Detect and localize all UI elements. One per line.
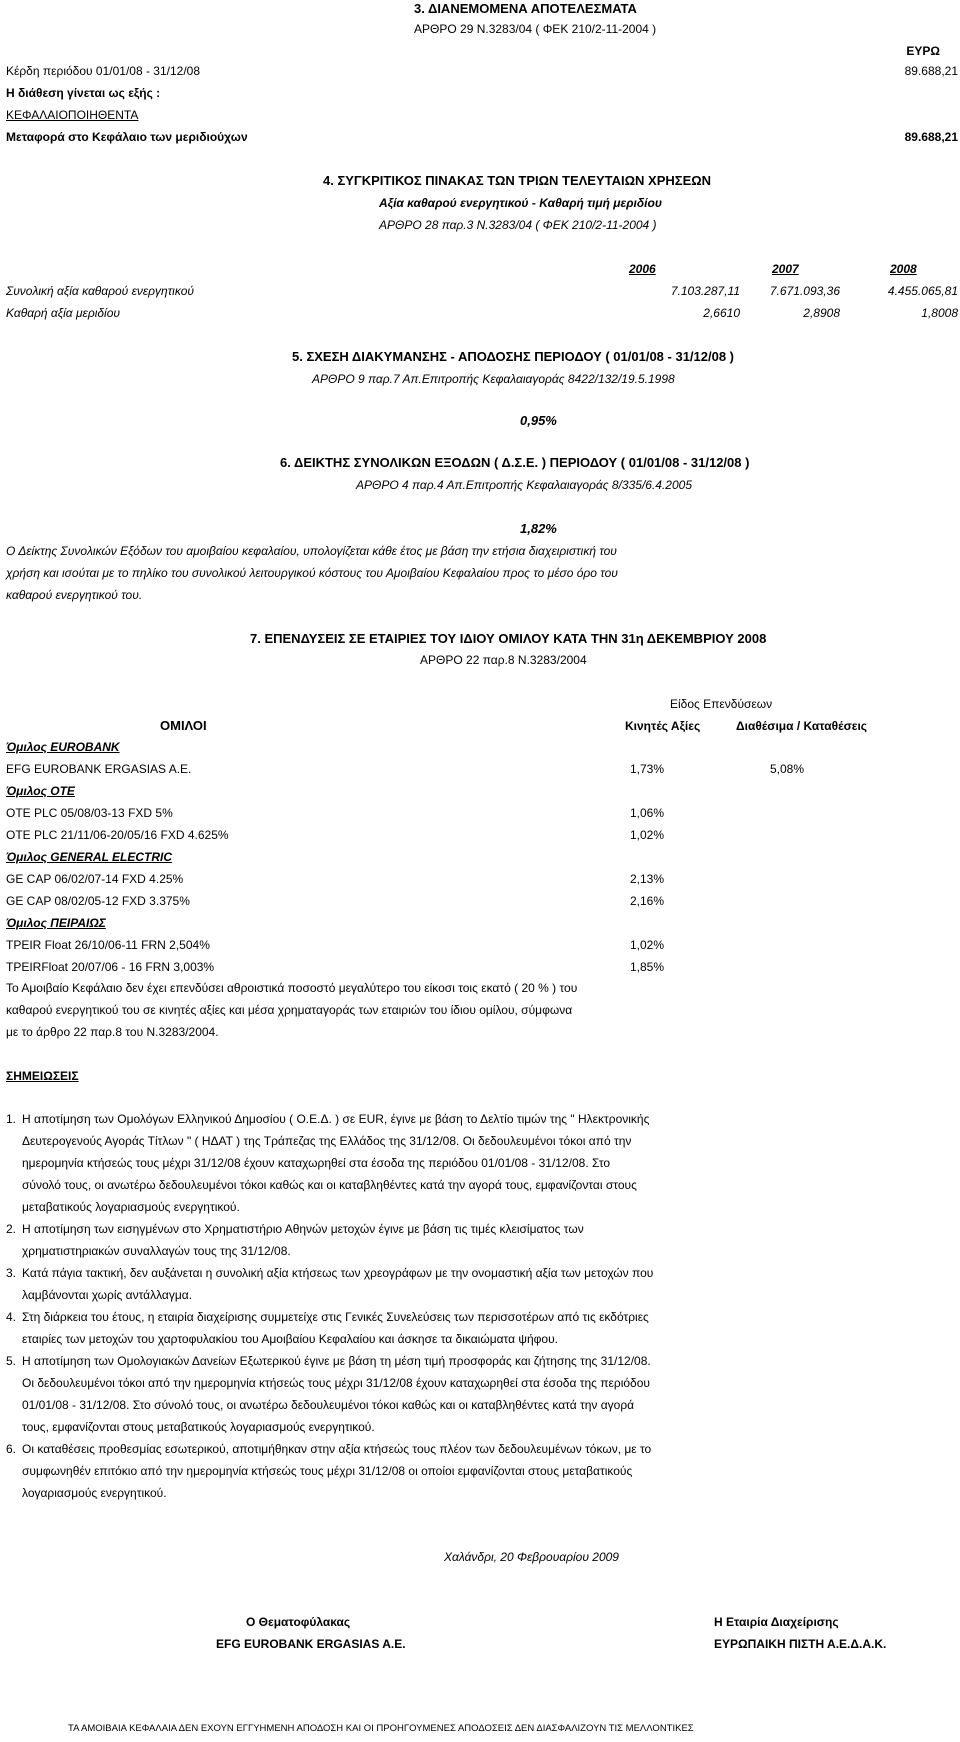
holding-securities-pct: 2,16% [630,894,665,908]
group-eurobank: Όμιλος EUROBANK [6,740,120,754]
note-line: Οι δεδουλευμένοι τόκοι από την ημερομηνία κτήσεώς τους μέχρι 31/12/08 έχουν καταχωρηθεί στα έσοδα της περιόδου [22,1376,650,1390]
holding-securities-pct: 1,02% [630,938,665,952]
group-ote: Όμιλος ΟΤΕ [6,784,75,798]
note-line: Οι καταθέσεις προθεσμίας εσωτερικού, αποτιμήθηκαν στην αξία κτήσεώς τους πλέον των δεδουλευμένων τόκων, με το [22,1442,652,1456]
unit-price-2006: 2,6610 [703,306,740,320]
note-line: τους, εμφανίζονται στους μεταβατικούς λογαριασμούς ενεργητικού. [22,1420,375,1434]
note-number: 1. [6,1112,17,1126]
year-2008: 2008 [890,262,917,276]
section6-desc-line3: καθαρού ενεργητικού του. [6,588,143,602]
section6-title: 6. ΔΕΙΚΤΗΣ ΣΥΝΟΛΙΚΩΝ ΕΞΟΔΩΝ ( Δ.Σ.Ε. ) ΠΕΡΙΟΔΟΥ ( 01/01/08 - 31/12/08 ) [280,455,750,470]
unit-price-2008: 1,8008 [921,306,958,320]
holding-label: GE CAP 08/02/05-12 FXD 3.375% [6,894,190,908]
nav-2007: 7.671.093,36 [769,284,840,298]
profit-value: 89.688,21 [904,64,958,78]
transfer-value: 89.688,21 [904,130,958,144]
note-line: Κατά πάγια τακτική, δεν αυξάνεται η συνολική αξία κτήσεως των χρεογράφων με την ονομαστική αξία των μετοχών που [22,1266,654,1280]
note-line: ημερομηνία κτήσεώς τους μέχρι 31/12/08 έχουν καταχωρηθεί στα έσοδα της περιόδου 01/01/08 - 31/12/08. Στο [22,1156,611,1170]
section7-footer-line3: με το άρθρο 22 παρ.8 του Ν.3283/2004. [6,1025,219,1039]
holding-securities-pct: 1,85% [630,960,665,974]
holding-securities-pct: 1,73% [630,762,665,776]
section5-law: ΑΡΘΡΟ 9 παρ.7 Απ.Επιτροπής Κεφαλαιαγοράς 8422/132/19.5.1998 [312,372,675,386]
holding-label: EFG EUROBANK ERGASIAS A.E. [6,762,192,776]
unit-price-2007: 2,8908 [803,306,840,320]
section6-value: 1,82% [520,521,557,536]
holding-securities-pct: 1,06% [630,806,665,820]
holding-label: TPEIRFloat 20/07/06 - 16 FRN 3,003% [6,960,215,974]
section3-title: 3. ΔΙΑΝΕΜΟΜΕΝΑ ΑΠΟΤΕΛΕΣΜΑΤΑ [414,1,637,16]
note-number: 3. [6,1266,17,1280]
section6-desc-line2: χρήση και ισούται με το πηλίκο του συνολικού λειτουργικού κόστους του Αμοιβαίου Κεφαλαίου προς το μέσο όρο του [6,566,618,580]
section3-law: ΑΡΘΡΟ 29 Ν.3283/04 ( ΦΕΚ 210/2-11-2004 ) [414,22,657,36]
note-number: 5. [6,1354,17,1368]
holding-label: OTE PLC 21/11/06-20/05/16 FXD 4.625% [6,828,229,842]
custodian-name: EFG EUROBANK ERGASIAS A.E. [216,1637,406,1651]
notes-title: ΣΗΜΕΙΩΣΕΙΣ [6,1069,79,1083]
note-line: Η αποτίμηση των εισηγμένων στο Χρηματιστήριο Αθηνών μετοχών έγινε με βάση τις τιμές κλεισίματος των [22,1222,584,1236]
holding-label: TPEIR Float 26/10/06-11 FRN 2,504% [6,938,210,952]
allocation-label: Η διάθεση γίνεται ως εξής : [6,86,161,100]
section6-law: ΑΡΘΡΟ 4 παρ.4 Απ.Επιτροπής Κεφαλαιαγοράς 8/335/6.4.2005 [356,478,692,492]
section5-title: 5. ΣΧΕΣΗ ΔΙΑΚΥΜΑΝΣΗΣ - ΑΠΟΔΟΣΗΣ ΠΕΡΙΟΔΟΥ ( 01/01/08 - 31/12/08 ) [292,349,735,364]
currency-header: ΕΥΡΩ [906,44,940,58]
manager-name: ΕΥΡΩΠΑΙΚΗ ΠΙΣΤΗ Α.Ε.Δ.Α.Κ. [714,1637,887,1651]
note-line: λογαριασμούς ενεργητικού. [22,1486,167,1500]
holding-label: GE CAP 06/02/07-14 FXD 4.25% [6,872,184,886]
holding-deposits-pct: 5,08% [770,762,805,776]
note-line: Η αποτίμηση των Ομολογιακών Δανείων Εξωτερικού έγινε με βάση τη μέση τιμή προσφοράς και ζήτησης της 31/12/08. [22,1354,651,1368]
group-general-electric: Όμιλος GENERAL ELECTRIC [6,850,173,864]
year-2006: 2006 [629,262,656,276]
deposits-header: Διαθέσιμα / Καταθέσεις [736,719,868,733]
section6-desc-line1: Ο Δείκτης Συνολικών Εξόδων του αμοιβαίου κεφαλαίου, υπολογίζεται κάθε έτος με βάση την ετήσια διαχειριστική του [6,544,617,558]
disclaimer: ΤΑ ΑΜΟΙΒΑΙΑ ΚΕΦΑΛΑΙΑ ΔΕΝ ΕΧΟΥΝ ΕΓΓΥΗΜΕΝΗ ΑΠΟΔΟΣΗ ΚΑΙ ΟΙ ΠΡΟΗΓΟΥΜΕΝΕΣ ΑΠΟΔΟΣΕΙΣ ΔΕΝ ΔΙΑΣΦΑΛΙΖΟΥΝ ΤΙΣ ΜΕΛΛΟΝΤΙΚΕΣ [68,1723,694,1734]
note-line: Δευτερογενούς Αγοράς Τίτλων " ( ΗΔΑΤ ) της Τράπεζας της Ελλάδος της 31/12/08. Οι δεδουλευμένοι τόκοι από την [22,1134,632,1148]
section7-footer-line2: καθαρού ενεργητικού του σε κινητές αξίες και μέσα χρηματαγοράς των εταιριών του ίδιου ομίλου, σύμφωνα [6,1003,573,1017]
section4-title: 4. ΣΥΓΚΡΙΤΙΚΟΣ ΠΙΝΑΚΑΣ ΤΩΝ ΤΡΙΩΝ ΤΕΛΕΥΤΑΙΩΝ ΧΡΗΣΕΩΝ [323,173,712,188]
note-line: 01/01/08 - 31/12/08. Στο σύνολό τους, οι ανωτέρω δεδουλευμένοι τόκοι καθώς και οι καταβληθέντες κατά την αγορά [22,1398,635,1412]
nav-2006: 7.103.287,11 [670,284,740,298]
note-line: Στη διάρκεια του έτους, η εταιρία διαχείρισης συμμετείχε στις Γενικές Συνελεύσεις των περισσοτέρων από τις εκδότριες [22,1310,649,1324]
section7-footer-line1: Το Αμοιβαίο Κεφάλαιο δεν έχει επενδύσει αθροιστικά ποσοστό μεγαλύτερο του είκοσι τοις εκατό ( 20 % ) του [6,981,578,995]
section4-law: ΑΡΘΡΟ 28 παρ.3 Ν.3283/04 ( ΦΕΚ 210/2-11-2004 ) [379,218,657,232]
nav-label: Συνολική αξία καθαρού ενεργητικού [6,284,194,298]
capitalized-label: ΚΕΦΑΛΑΙΟΠΟΙΗΘΕΝΤΑ [6,108,139,122]
holding-securities-pct: 1,02% [630,828,665,842]
note-line: χρηματιστηριακών συναλλαγών τους της 31/12/08. [22,1244,291,1258]
section7-law: ΑΡΘΡΟ 22 παρ.8 Ν.3283/2004 [420,653,587,667]
custodian-title: Ο Θεματοφύλακας [246,1615,351,1629]
unit-price-label: Καθαρή αξία μεριδίου [6,306,120,320]
year-2007: 2007 [772,262,799,276]
holding-label: OTE PLC 05/08/03-13 FXD 5% [6,806,173,820]
section4-subtitle: Αξία καθαρού ενεργητικού - Καθαρή τιμή μεριδίου [379,196,662,210]
note-line: εταιρίες των μετοχών του χαρτοφυλακίου του Αμοιβαίου Κεφαλαίου και άσκησε τα δικαιώματα ψήφου. [22,1332,558,1346]
note-number: 4. [6,1310,17,1324]
note-number: 6. [6,1442,17,1456]
note-line: λαμβάνονται χωρίς αντάλλαγμα. [22,1288,193,1302]
section5-value: 0,95% [520,413,557,428]
note-line: σύνολό τους, οι ανωτέρω δεδουλευμένοι τόκοι καθώς και οι καταβληθέντες κατά την αγορά τους, εμφανίζονται στους [22,1178,637,1192]
note-line: συμφωνηθέν επιτόκιο από την ημερομηνία κτήσεώς τους μέχρι 31/12/08 οι οποίοι εμφανίζονται στους μεταβατικούς [22,1464,633,1478]
investment-type-header: Είδος Επενδύσεων [670,697,773,711]
place-date: Χαλάνδρι, 20 Φεβρουαρίου 2009 [444,1550,619,1564]
groups-header: ΟΜΙΛΟΙ [160,718,207,733]
holding-securities-pct: 2,13% [630,872,665,886]
note-line: Η αποτίμηση των Ομολόγων Ελληνικού Δημοσίου ( Ο.Ε.Δ. ) σε EUR, έγινε με βάση το Δελτίο τιμών της " Ηλεκτρονικής [22,1112,650,1126]
manager-title: Η Εταιρία Διαχείρισης [714,1615,839,1629]
profit-label: Κέρδη περιόδου 01/01/08 - 31/12/08 [6,64,200,78]
section7-title: 7. ΕΠΕΝΔΥΣΕΙΣ ΣΕ ΕΤΑΙΡΙΕΣ ΤΟΥ ΙΔΙΟΥ ΟΜΙΛΟΥ ΚΑΤΑ ΤΗΝ 31η ΔΕΚΕΜΒΡΙΟΥ 2008 [250,631,767,646]
nav-2008: 4.455.065,81 [887,284,958,298]
securities-header: Κινητές Αξίες [625,719,701,733]
group-piraeus: Όμιλος ΠΕΙΡΑΙΩΣ [6,916,106,930]
note-number: 2. [6,1222,17,1236]
note-line: μεταβατικούς λογαριασμούς ενεργητικού. [22,1200,240,1214]
transfer-label: Μεταφορά στο Κεφάλαιο των μεριδιούχων [6,130,248,144]
